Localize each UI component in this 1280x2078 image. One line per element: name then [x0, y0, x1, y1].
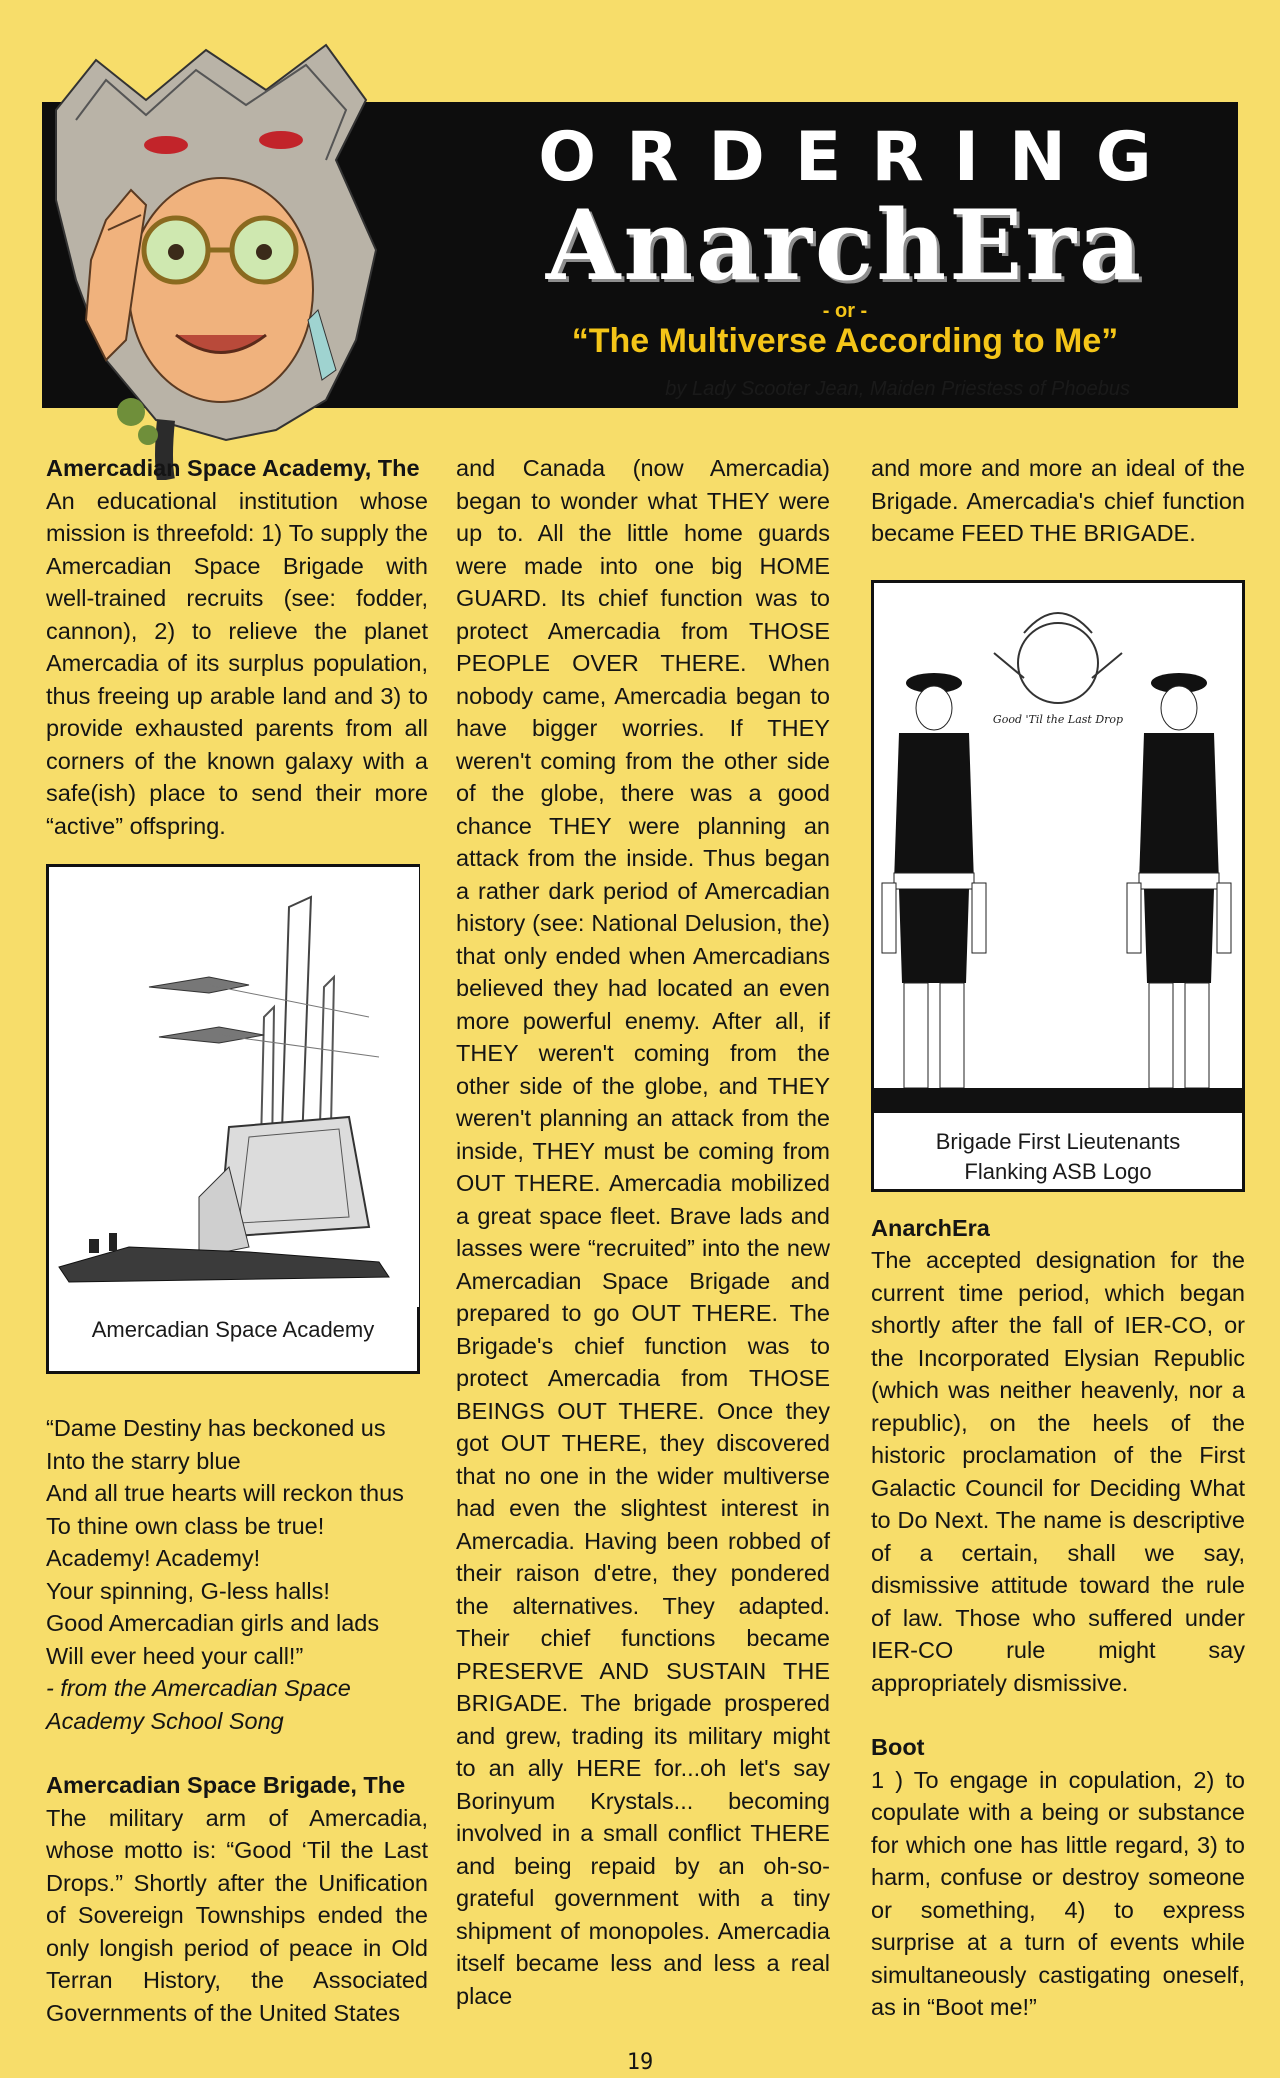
figure-caption: Flanking ASB Logo — [874, 1157, 1242, 1187]
entry-body: 1 ) To engage in copulation, 2) to copulate with a being or substance for which one has little regard, 3) to harm, confuse or destroy someone or something, 4) to express surprise at a turn of events while simultaneously castigating oneself, as in “Boot me!” — [871, 1766, 1245, 2020]
school-song-verse — [46, 1412, 428, 1737]
title-subtitle: “The Multiverse According to Me” — [571, 322, 1119, 360]
title-anarchera: AnarchEra — [545, 189, 1145, 302]
figure-caption: Amercadian Space Academy — [49, 1315, 417, 1345]
entry-body: An educational institution whose mission is threefold: 1) To supply the Amercadian Space Brigade with well-trained recruits (see: fodder, cannon), 2) to relieve the planet Amercadia of its surplus population, thus freeing up arable land and 3) to provide exhausted parents from all corners of the known galaxy with a safe(ish) place to send their more “active” offspring. — [46, 487, 428, 839]
entry-title: Amercadian Space Academy, The — [46, 455, 420, 481]
verse-line: Your spinning, G-less halls! — [46, 1577, 330, 1604]
column-3 — [871, 452, 1245, 2024]
figure-brigade-lieutenants — [871, 580, 1245, 1192]
verse-line: Academy! Academy! — [46, 1545, 261, 1571]
logo-motto: Good 'Til the Last Drop — [992, 712, 1124, 726]
figure-space-academy — [46, 864, 420, 1374]
figure-caption: Brigade First Lieutenants — [874, 1127, 1242, 1157]
verse-citation: Academy School Song — [46, 1707, 284, 1734]
column-2 — [456, 452, 830, 2012]
byline: by Lady Scooter Jean, Maiden Priestess of Phoebus — [665, 378, 1130, 400]
verse-line: “Dame Destiny has beckoned us — [46, 1415, 386, 1441]
column-1 — [46, 452, 428, 2029]
entry-title: Amercadian Space Brigade, The — [46, 1772, 406, 1798]
entry-title: Boot — [871, 1734, 925, 1760]
entry-title: AnarchEra — [871, 1214, 990, 1241]
title-ordering: ORDERING — [538, 118, 1182, 197]
entry-body: The military arm of Amercadia, whose motto is: “Good ‘Til the Last Drops.” Shortly after the Unification of Sovereign Townships ended the only longish period of peace in Old Terran History, the Associated Governments of the United States — [46, 1804, 428, 2026]
entry-body: and more and more an ideal of the Brigade. Amercadia's chief function became FEED THE BRIGADE. — [871, 455, 1245, 546]
verse-line: Into the starry blue — [46, 1447, 241, 1474]
title-or: - or - — [822, 300, 868, 322]
page-number: 19 — [626, 2050, 654, 2075]
verse-citation: - from the Amercadian Space — [46, 1675, 351, 1701]
verse-line: To thine own class be true! — [46, 1512, 325, 1539]
verse-line: Will ever heed your call!” — [46, 1642, 304, 1669]
verse-line: And all true hearts will reckon thus — [46, 1480, 404, 1506]
verse-line: Good Amercadian girls and lads — [46, 1610, 380, 1636]
entry-body: and Canada (now Amercadia) began to wonder what THEY were up to. All the little home guards were made into one big HOME GUARD. Its chief function was to protect Amercadia from THOSE PEOPLE OVER THERE. When nobody came, Amercadia began to have bigger worries. If THEY weren't coming from the other side of the globe, there was a good chance THEY were planning an attack from the inside. Thus began a rather dark period of Amercadian history (see: National Delusion, the) that only ended when Amercadians believed they had located an even more powerful enemy. After all, if THEY weren't coming from the other side of the globe, and THEY weren't planning an attack from the inside, THEY must be coming from OUT THERE. Amercadia mobilized a great space fleet. Brave lads and lasses were “recruited” into the new Amercadian Space Brigade and prepared to go OUT THERE. The Brigade's chief function was to protect Amercadia from THOSE BEINGS OUT THERE. Once they got OUT THERE, they discovered that no one in the wider multiverse had even the slightest interest in Amercadia. Having been robbed of their raison d'etre, they pondered the alternatives. They adapted. Their chief functions became PRESERVE AND SUSTAIN THE BRIGADE. The brigade prospered and grew, trading its military might to an ally HERE for...oh let's say Borinyum Krystals... becoming involved in a small conflict THERE and being repaid by an oh-so-grateful government with a tiny shipment of monopoles. Amercadia itself became less and less a real place — [456, 455, 830, 2009]
portrait-illustration — [36, 40, 466, 480]
space-academy-illustration — [49, 867, 419, 1307]
lieutenants-illustration — [874, 583, 1242, 1113]
entry-body: The accepted designation for the current time period, which began shortly after the fall of IER-CO, or the Incorporated Elysian Republic (which was neither heavenly, nor a republic), on the heels of the historic proclamation of the First Galactic Council for Deciding What to Do Next. The name is descriptive of a certain, shall we say, dismissive attitude toward the rule of law. Those who suffered under IER-CO rule might say appropriately dismissive. — [871, 1247, 1245, 1696]
